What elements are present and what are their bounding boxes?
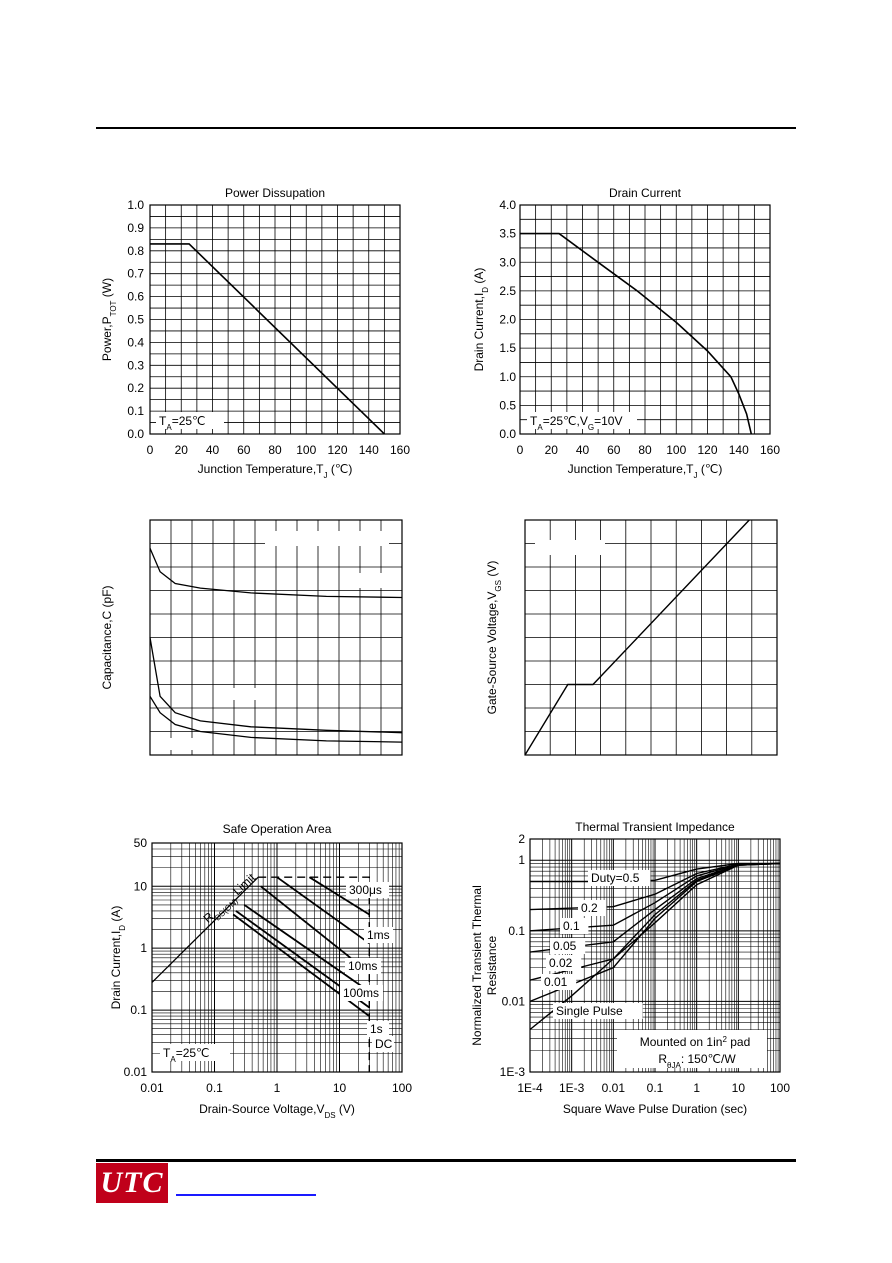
x-tick-label: 120 xyxy=(327,443,348,457)
y-tick-label: 0.4 xyxy=(127,335,144,350)
x-tick-label: 0.1 xyxy=(206,1081,223,1095)
x-tick-label: 120 xyxy=(697,443,718,457)
y-tick-label: 1 xyxy=(518,853,525,868)
cap-blank-label xyxy=(265,531,389,546)
ta-vg-annotation: $T_A=25℃,V_G=10V$ xyxy=(530,414,623,432)
y-tick-label: 0.1 xyxy=(508,923,525,938)
y-tick-label: 0.0 xyxy=(127,427,144,441)
y-axis-label-line2: Resistance xyxy=(485,935,499,996)
x-tick-label: 100 xyxy=(769,1081,791,1095)
x-tick-label: 0.1 xyxy=(646,1081,664,1095)
y-axis-label: Drain $Current,I_D$ (A) xyxy=(472,267,490,372)
x-tick-label: 80 xyxy=(638,443,652,457)
thermal-label-1: 0.2 xyxy=(581,901,598,915)
thermal-note-line1: Mounted on $1in^2$ pad xyxy=(639,1034,751,1049)
y-tick-label: 1.0 xyxy=(499,369,516,384)
x-axis-label: Junction $Temperature,T_J$ (℃) xyxy=(567,462,723,480)
y-tick-label: 0.6 xyxy=(127,289,144,304)
cap-blank-label xyxy=(346,573,386,588)
x-tick-label: 40 xyxy=(575,443,590,457)
y-tick-label: 0.01 xyxy=(501,994,525,1009)
y-tick-label: 3.0 xyxy=(499,255,516,270)
rdson-limit-label: $R_{DS(ON)}$ Limit xyxy=(200,870,259,926)
x-tick-label: 40 xyxy=(205,443,220,457)
x-axis-label: Square Wave Pulse Duration (sec) xyxy=(562,1102,748,1116)
x-tick-label: 20 xyxy=(544,443,558,457)
y-tick-label: 1 xyxy=(140,941,147,956)
x-tick-label: 10 xyxy=(731,1081,746,1095)
y-axis-label: Drain $Current,I_D$ (A) xyxy=(109,905,127,1010)
x-tick-label: 60 xyxy=(607,443,621,457)
x-tick-label: 160 xyxy=(389,443,411,457)
y-tick-label: 0.3 xyxy=(127,358,144,373)
thermal-label-4: 0.02 xyxy=(549,956,573,970)
ta-annotation: $T_A=25℃$ xyxy=(159,414,206,432)
thermal-label-6: Single Pulse xyxy=(556,1004,623,1018)
y-tick-label: 3.5 xyxy=(499,226,516,241)
soa-label-1: 1ms xyxy=(367,928,390,942)
y-tick-label: 0.8 xyxy=(127,243,144,258)
power-chart-title: Power Dissupation xyxy=(224,186,326,200)
y-tick-label: 10 xyxy=(133,879,147,894)
x-tick-label: 80 xyxy=(268,443,282,457)
y-tick-label: 0.2 xyxy=(127,381,144,396)
x-tick-label: 0 xyxy=(146,443,154,457)
thermal-label-5: 0.01 xyxy=(544,975,568,989)
y-axis-label: $Power,P_{TOT}$ (W) xyxy=(100,277,118,362)
x-tick-label: 0.01 xyxy=(601,1081,626,1095)
soa-label-3: 100ms xyxy=(343,986,380,1000)
y-tick-label: 2 xyxy=(518,832,525,846)
y-tick-label: 0.0 xyxy=(499,427,516,441)
x-tick-label: 1E-4 xyxy=(517,1081,543,1095)
y-tick-label: 1.5 xyxy=(499,341,516,356)
power-curve xyxy=(150,244,384,434)
soa-chart-title: Safe Operation Area xyxy=(222,822,332,836)
x-axis-label: Junction $Temperature,T_J$ (℃) xyxy=(197,462,353,480)
thermal-label-0: Duty=0.5 xyxy=(591,871,640,885)
soa-label-0: 300μs xyxy=(349,883,382,897)
y-tick-label: 50 xyxy=(133,836,147,850)
y-tick-label: 0.5 xyxy=(127,312,144,327)
y-tick-label: 0.1 xyxy=(127,404,144,419)
y-tick-label: 0.5 xyxy=(499,398,516,413)
thermal-label-2: 0.1 xyxy=(563,919,580,933)
x-tick-label: 140 xyxy=(358,443,379,457)
y-axis-label: Capacitance,C (pF) xyxy=(100,585,114,690)
soa-label-2: 10ms xyxy=(348,959,378,973)
x-tick-label: 60 xyxy=(237,443,251,457)
x-axis-label: Drain-Source $Voltage,V_{DS}$ (V) xyxy=(199,1102,355,1120)
x-tick-label: 1 xyxy=(693,1081,701,1095)
y-axis-label: Normalized Transient Thermal xyxy=(470,885,484,1046)
y-tick-label: 4.0 xyxy=(499,198,516,212)
footer-link-underline[interactable] xyxy=(176,1194,316,1196)
x-tick-label: 100 xyxy=(296,443,317,457)
x-tick-label: 100 xyxy=(391,1081,413,1095)
y-tick-label: 0.9 xyxy=(127,220,144,235)
cap-blank-label xyxy=(170,738,200,750)
y-tick-label: 1.0 xyxy=(127,198,144,212)
x-tick-label: 1 xyxy=(273,1081,281,1095)
thermal-note-line2: $R_{\theta JA}$: 150℃/W xyxy=(658,1052,736,1070)
footer-rule xyxy=(96,1159,796,1162)
thermal-label-3: 0.05 xyxy=(553,939,577,953)
gate-blank-label xyxy=(535,540,605,555)
y-tick-label: 2.0 xyxy=(499,312,516,327)
x-tick-label: 1E-3 xyxy=(558,1081,585,1095)
soa-label-4: 1s xyxy=(370,1022,383,1036)
utc-logo: UTC xyxy=(96,1163,168,1203)
x-tick-label: 0.01 xyxy=(140,1081,164,1095)
x-tick-label: 20 xyxy=(174,443,188,457)
x-tick-label: 160 xyxy=(759,443,781,457)
cap-blank-label xyxy=(217,688,261,700)
y-tick-label: 0.01 xyxy=(123,1065,147,1079)
y-tick-label: 0.1 xyxy=(130,1003,147,1018)
soa-label-5: DC xyxy=(375,1037,393,1051)
x-tick-label: 10 xyxy=(332,1081,347,1095)
soa-ta-annotation: $T_A=25℃$ xyxy=(163,1046,210,1064)
thermal-chart-title: Thermal Transient Impedance xyxy=(575,820,735,834)
y-axis-label: Gate-Source $Voltage,V_{GS}$ (V) xyxy=(485,560,503,715)
x-tick-label: 0 xyxy=(516,443,524,457)
x-tick-label: 100 xyxy=(666,443,687,457)
drain-chart-title: Drain Current xyxy=(608,186,682,200)
y-tick-label: 0.7 xyxy=(127,266,144,281)
x-tick-label: 140 xyxy=(728,443,749,457)
y-tick-label: 1E-3 xyxy=(499,1065,525,1079)
y-tick-label: 2.5 xyxy=(499,283,516,298)
